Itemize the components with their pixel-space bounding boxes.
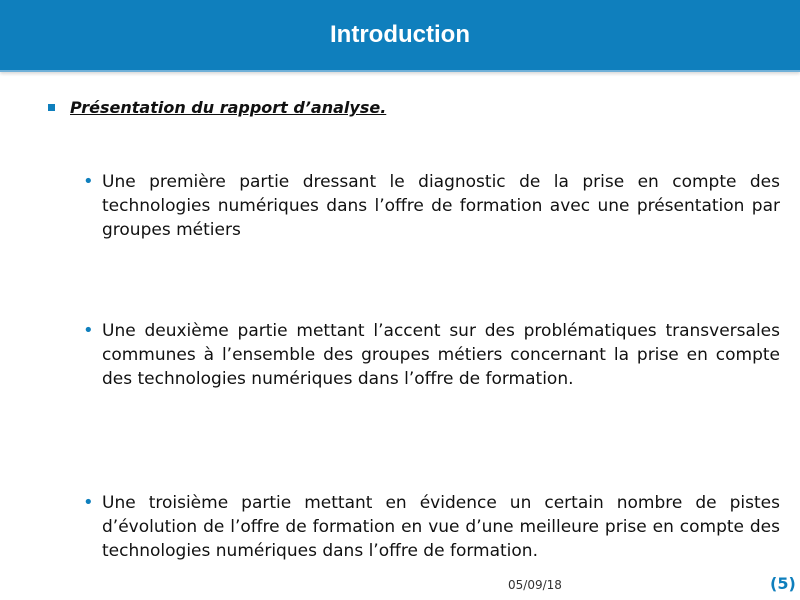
bullet-text: Une troisième partie mettant en évidence un certain nombre de pistes d’évolution de l’offre de formation en vue d’une meilleure prise en compte des technologies numériques dans l’offre de formation.	[102, 493, 780, 561]
square-bullet-icon	[48, 104, 55, 111]
section-heading: Présentation du rapport d’analyse.	[70, 98, 387, 117]
round-bullet-icon: •	[83, 492, 94, 513]
slide-title: Introduction	[330, 21, 470, 48]
bullet-text: Une deuxième partie mettant l’accent sur des problématiques transversales communes à l’ensemble des groupes métiers concernant la prise en compte des technologies numériques dans l’offre de formation.	[102, 321, 780, 389]
title-bar	[0, 0, 800, 72]
round-bullet-icon: •	[83, 320, 94, 341]
page-number: (5)	[770, 574, 796, 593]
footer-date: 05/09/18	[508, 578, 562, 592]
round-bullet-icon: •	[83, 171, 94, 192]
bullet-text: Une première partie dressant le diagnostic de la prise en compte des technologies numériques dans l’offre de formation avec une présentation par groupes métiers	[102, 172, 780, 240]
